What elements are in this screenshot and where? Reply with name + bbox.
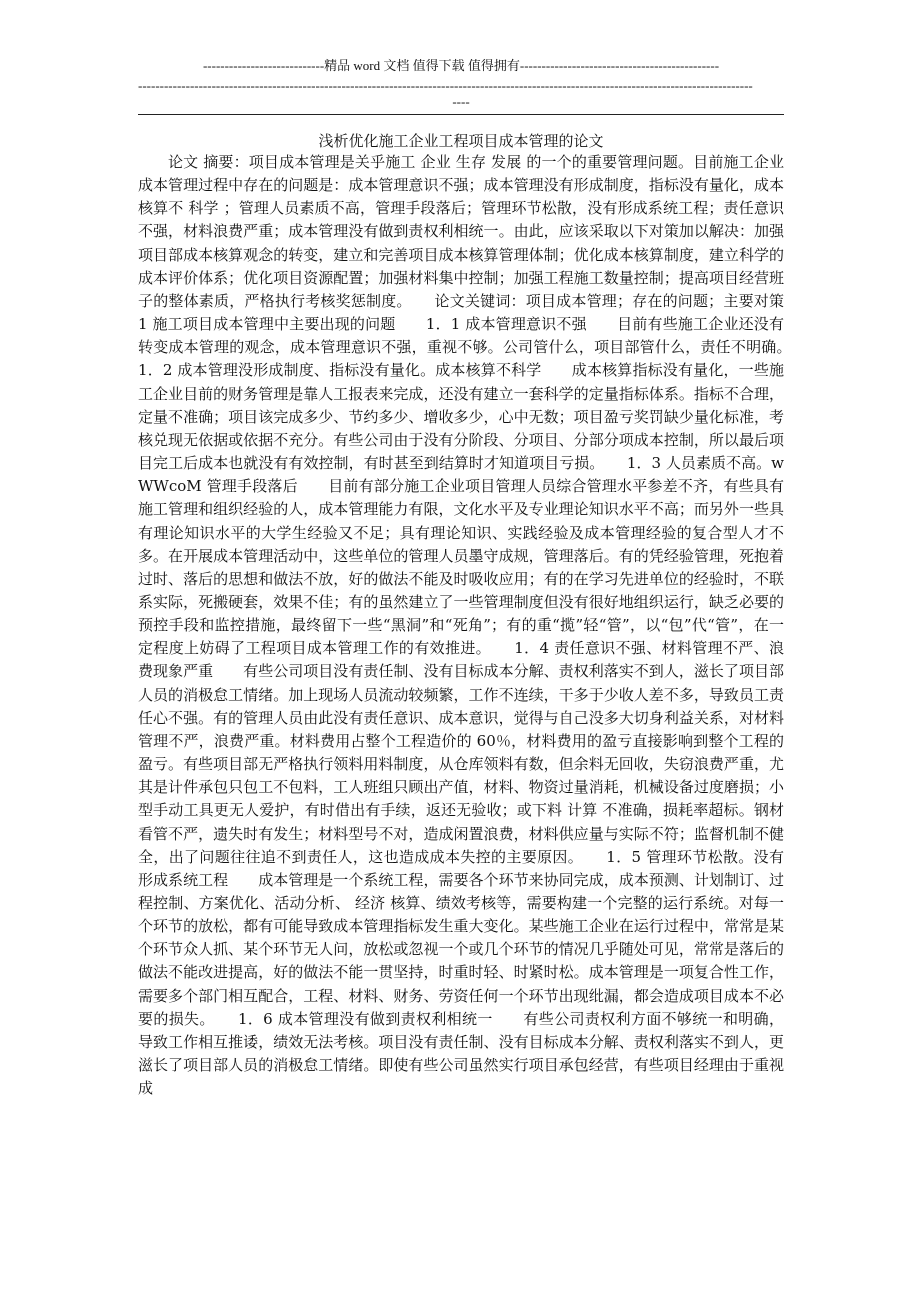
page-header	[138, 56, 784, 115]
document-body: 论文 摘要：项目成本管理是关乎施工 企业 生存 发展 的一个的重要管理问题。目前施工企业成本管理过程中存在的问题是：成本管理意识不强；成本管理没有形成制度，指标没有量化，成本核算不 科学 ；管理人员素质不高，管理手段落后；管理环节松散，没有形成系统工程；责任意识不强，材料浪费严重；成本管理没有做到责权利相统一。由此，应该采取以下对策加以解决：加强项目部成本核算观念的转变，建立和完善项目成本核算管理体制；优化成本核算制度，建立科学的成本评价体系；优化项目资源配置；加强材料集中控制；加强工程施工数量控制；提高项目经营班子的整体素质，严格执行考核奖惩制度。 论文关键词：项目成本管理；存在的问题；主要对策 1 施工项目成本管理中主要出现的问题 1．1 成本管理意识不强 目前有些施工企业还没有转变成本管理的观念，成本管理意识不强，重视不够。公司管什么，项目部管什么，责任不明确。 1．2 成本管理没形成制度、指标没有量化。成本核算不科学 成本核算指标没有量化，一些施工企业目前的财务管理是靠人工报表来完成，还没有建立一套科学的定量指标体系。指标不合理，定量不准确；项目该完成多少、节约多少、增收多少，心中无数；项目盈亏奖罚缺少量化标准，考核兑现无依据或依据不充分。有些公司由于没有分阶段、分项目、分部分项成本控制，所以最后项目完工后成本也就没有有效控制，有时甚至到结算时才知道项目亏损。 1．3 人员素质不高。wWWcoM 管理手段落后 目前有部分施工企业项目管理人员综合管理水平参差不齐，有些具有施工管理和组织经验的人，成本管理能力有限，文化水平及专业理论知识水平不高；而另外一些具有理论知识水平的大学生经验又不足；具有理论知识、实践经验及成本管理经验的复合型人才不多。在开展成本管理活动中，这些单位的管理人员墨守成规，管理落后。有的凭经验管理，死抱着过时、落后的思想和做法不放，好的做法不能及时吸收应用；有的在学习先进单位的经验时，不联系实际，死搬硬套，效果不佳；有的虽然建立了一些管理制度但没有很好地组织运行，缺乏必要的预控手段和监控措施，最终留下一些“黑洞”和“死角”；有的重“揽”轻“管”，以“包”代“管”，在一定程度上妨碍了工程项目成本管理工作的有效推进。 1．4 责任意识不强、材料管理不严、浪费现象严重 有些公司项目没有责任制、没有目标成本分解、责权利落实不到人，滋长了项目部人员的消极怠工情绪。加上现场人员流动较频繁，工作不连续，干多于少收人差不多，导致员工责任心不强。有的管理人员由此没有责任意识、成本意识，觉得与自己没多大切身利益关系，对材料管理不严，浪费严重。材料费用占整个工程造价的 60％，材料费用的盈亏直接影响到整个工程的盈亏。有些项目部无严格执行领料用料制度，从仓库领料有数，但余料无回收，失窃浪费严重，尤其是计件承包只包工不包料，工人班组只顾出产值，材料、物资过量消耗，机械设备过度磨损；小型手动工具更无人爱护，有时借出有手续，返还无验收；或下料 计算 不准确，损耗率超标。钢材看管不严，遗失时有发生；材料型号不对，造成闲置浪费，材料供应量与实际不符；监督机制不健全，出了问题往往追不到责任人，这也造成成本失控的主要原因。 1．5 管理环节松散。没有形成系统工程 成本管理是一个系统工程，需要各个环节来协同完成，成本预测、计划制订、过程控制、方案优化、活动分析、 经济 核算、绩效考核等，需要构建一个完整的运行系统。对每一个环节的放松，都有可能导致成本管理指标发生重大变化。某些施工企业在运行过程中，常常是某个环节众人抓、某个环节无人问，放松或忽视一个或几个环节的情况几乎随处可见，常常是落后的做法不能改进提高，好的做法不能一贯坚持，时重时轻、时紧时松。成本管理是一项复合性工作，需要多个部门相互配合，工程、材料、财务、劳资任何一个环节出现纰漏，都会造成项目成本不必要的损失。 1．6 成本管理没有做到责权利相统一 有些公司责权利方面不够统一和明确，导致工作相互推诿，绩效无法考核。项目没有责任制、没有目标成本分解、责权利落实不到人，更滋长了项目部人员的消极怠工情绪。即使有些公司虽然实行项目承包经营，有些项目经理由于重视成	[138, 153, 815, 1098]
header-banner: ----------------------------精品 word 文档 值得下载 值得拥有----------------------------------------------	[202, 58, 720, 73]
header-dash-line: ----------------------------------------------------------------------------------------------------------------------------------------------	[138, 78, 753, 93]
document-title: 浅析优化施工企业工程项目成本管理的论文	[318, 132, 604, 150]
header-divider	[138, 114, 784, 115]
header-dash-tail: ----	[452, 94, 470, 109]
